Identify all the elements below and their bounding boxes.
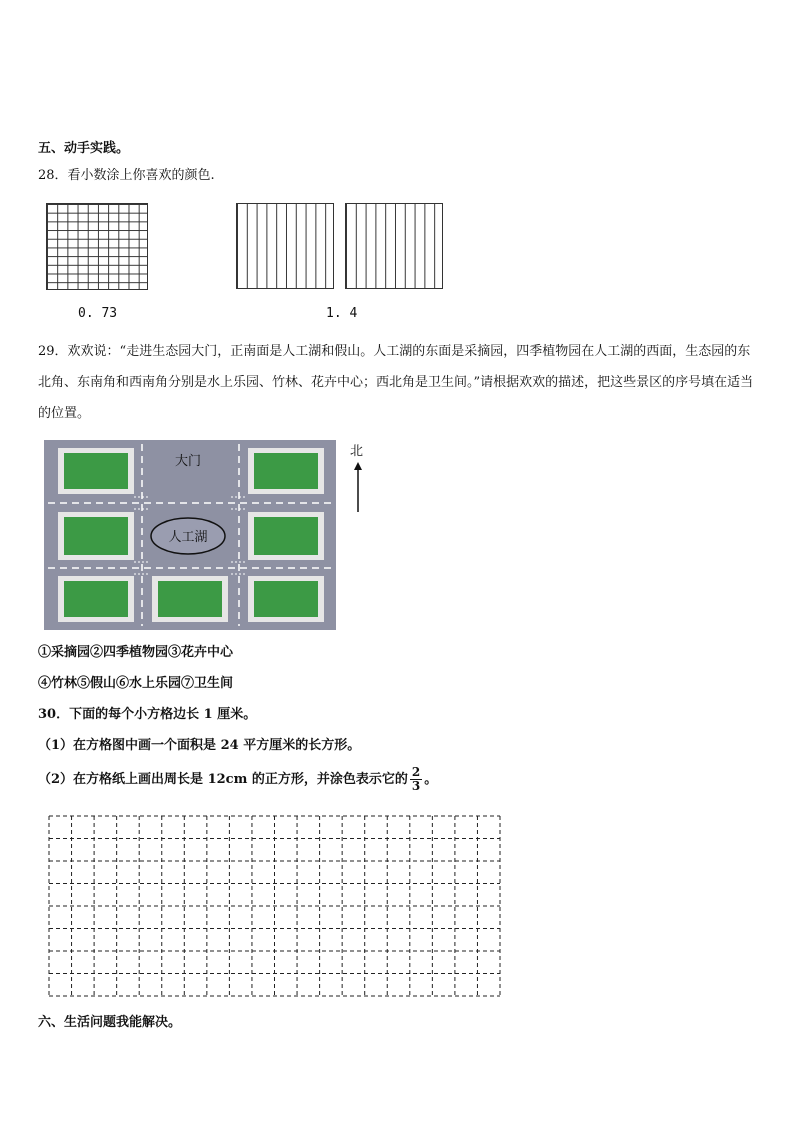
garden-plot-ne bbox=[248, 448, 324, 494]
north-label: 北 bbox=[350, 444, 364, 459]
garden-plot-e bbox=[248, 512, 324, 560]
question-29-text: 29．欢欢说：“走进生态园大门，正南面是人工湖和假山。人工湖的东面是采摘园，四季植物园在人工湖的西面，生态园的东北角、东南角和西南角分别是水上乐园、竹林、花卉中心；西北角是卫生间。”请根据欢欢的描述，把这些景区的序号填在适当的位置。 bbox=[38, 344, 754, 421]
question-30-sub2 bbox=[38, 765, 437, 795]
fraction-denominator: 3 bbox=[411, 779, 421, 793]
label-1-4: 1. 4 bbox=[326, 306, 358, 321]
north-arrow-icon bbox=[352, 462, 364, 512]
question-30-text: 30．下面的每个小方格边长 1 厘米。 bbox=[38, 707, 257, 722]
dashed-square-grid bbox=[48, 815, 501, 997]
lake-label: 人工湖 bbox=[168, 530, 208, 545]
garden-plot-s bbox=[152, 576, 228, 622]
ten-strip-grid-1 bbox=[236, 203, 334, 289]
section5-title: 五、动手实践。 bbox=[38, 141, 130, 156]
section6-title: 六、生活问题我能解决。 bbox=[38, 1015, 182, 1030]
ten-strip-grid-2 bbox=[345, 203, 443, 289]
park-map bbox=[44, 440, 336, 630]
options-line-2: ④竹林⑤假山⑥水上乐园⑦卫生间 bbox=[38, 676, 234, 691]
garden-plot-se bbox=[248, 576, 324, 622]
sub2-end: 。 bbox=[424, 772, 438, 787]
question-30-sub1: （1）在方格图中画一个面积是 24 平方厘米的长方形。 bbox=[38, 738, 361, 753]
garden-plot-sw bbox=[58, 576, 134, 622]
label-0-73: 0. 73 bbox=[78, 306, 118, 321]
fraction-two-thirds bbox=[410, 766, 422, 793]
hundred-square-grid bbox=[46, 203, 148, 290]
fraction-numerator: 2 bbox=[411, 765, 421, 779]
gate-label: 大门 bbox=[174, 454, 202, 469]
garden-plot-nw bbox=[58, 448, 134, 494]
options-line-1: ①采摘园②四季植物园③花卉中心 bbox=[38, 645, 234, 660]
question-28-text: 28．看小数涂上你喜欢的颜色. bbox=[38, 168, 215, 183]
sub2-text: （2）在方格纸上画出周长是 12cm 的正方形，并涂色表示它的 bbox=[38, 772, 408, 787]
garden-plot-w bbox=[58, 512, 134, 560]
